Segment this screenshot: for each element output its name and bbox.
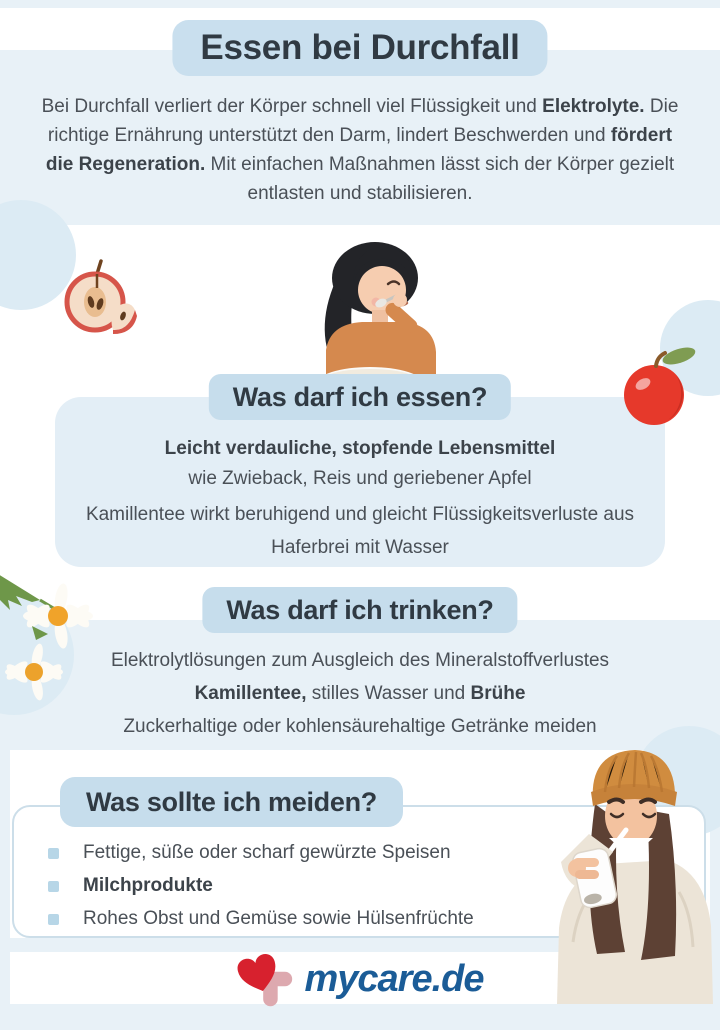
list-item: [48, 872, 474, 900]
list-item: [48, 839, 474, 867]
page-title: Essen bei Durchfall: [200, 28, 520, 67]
bullet-square-icon: [48, 848, 59, 859]
red-apple-icon: [612, 340, 708, 436]
essen-text: [75, 434, 645, 564]
section-meiden-header-badge: [60, 777, 403, 827]
essen-line: Kamillentee wirkt beruhigend und gleicht Flüssigkeitsverluste aus: [85, 504, 635, 525]
intro-paragraph: Bei Durchfall verliert der Körper schnell viel Flüssigkeit und Elektrolyte. Die richtige Ernährung unterstützt den Darm, lindert Beschwerden und fördert die Regeneration. Mit einfachen Maßnahmen lässt sich der Körper gezielt entlasten und stabilisieren.: [41, 96, 679, 204]
section-trinken-header: Was darf ich trinken?: [226, 595, 494, 625]
trinken-line: Zuckerhaltige oder kohlensäurehaltige Getränke meiden: [123, 716, 597, 737]
section-essen-header-badge: [209, 374, 511, 420]
list-item-label: Milchprodukte: [83, 875, 213, 896]
essen-line: Haferbrei mit Wasser: [271, 537, 449, 558]
page-title-badge: [172, 20, 547, 76]
essen-line: Leicht verdauliche, stopfende Lebensmittel: [164, 438, 556, 459]
heart-cross-icon: [236, 950, 294, 1008]
bullet-square-icon: [48, 881, 59, 892]
woman-eating-illustration: [268, 228, 483, 398]
trinken-text: [40, 644, 680, 743]
trinken-line: Kamillentee, stilles Wasser und Brühe: [194, 683, 526, 704]
bullet-square-icon: [48, 914, 59, 925]
top-edge-band: [0, 0, 720, 8]
list-item: [48, 905, 474, 933]
section-trinken-header-badge: [202, 587, 517, 633]
section-essen-header: Was darf ich essen?: [232, 382, 488, 412]
section-meiden-header: Was sollte ich meiden?: [86, 787, 377, 817]
meiden-list: [48, 839, 474, 938]
apple-half-icon: [55, 258, 139, 342]
woman-drinking-illustration: [543, 742, 720, 1004]
list-item-label: Rohes Obst und Gemüse sowie Hülsenfrüchte: [83, 908, 474, 929]
trinken-line: Elektrolytlösungen zum Ausgleich des Mineralstoffverlustes: [110, 650, 610, 671]
brand-name: mycare.de: [304, 957, 484, 1000]
essen-line: wie Zwieback, Reis und geriebener Apfel: [188, 468, 532, 489]
list-item-label: Fettige, süße oder scharf gewürzte Speisen: [83, 842, 451, 863]
